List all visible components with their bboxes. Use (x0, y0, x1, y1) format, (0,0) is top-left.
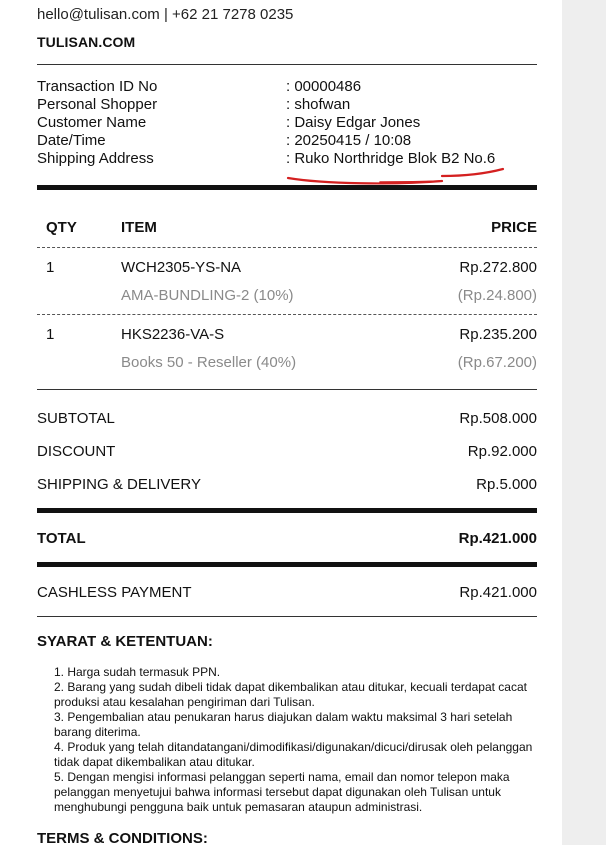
subtotal-label: SUBTOTAL (37, 410, 115, 427)
row-price: Rp.235.200 (459, 326, 537, 343)
row-discount-label: AMA-BUNDLING-2 (10%) (121, 287, 294, 304)
contact-line: hello@tulisan.com | +62 21 7278 0235 (37, 6, 294, 23)
thick-divider (37, 185, 537, 190)
column-header-item: ITEM (121, 219, 157, 236)
payment-value: Rp.421.000 (459, 584, 537, 601)
info-value: : Ruko Northridge Blok B2 No.6 (286, 150, 496, 167)
terms-item: 5. Dengan mengisi informasi pelanggan seperti nama, email dan nomor telepon maka pelanggan menyetujui bahwa informasi tersebut dapat digunakan oleh Tulisan untuk menghubungi pengguna baik untuk pemasaran ataupun administrasi. (54, 770, 510, 814)
shipping-label: SHIPPING & DELIVERY (37, 476, 201, 493)
terms-list (54, 665, 534, 815)
payment-label: CASHLESS PAYMENT (37, 584, 192, 601)
info-label: Date/Time (37, 132, 106, 149)
column-header-qty: QTY (46, 219, 77, 236)
subtotal-value: Rp.508.000 (459, 410, 537, 427)
discount-value: Rp.92.000 (467, 443, 537, 460)
total-value: Rp.421.000 (458, 530, 537, 547)
terms-title-en: TERMS & CONDITIONS: (37, 830, 208, 845)
row-qty: 1 (46, 326, 55, 343)
dashed-divider (37, 314, 537, 315)
divider (37, 389, 537, 390)
total-label: TOTAL (37, 530, 86, 547)
thick-divider (37, 508, 537, 513)
terms-item: 3. Pengembalian atau penukaran harus diajukan dalam waktu maksimal 3 hari setelah barang diterima. (54, 710, 513, 739)
terms-item: 2. Barang yang sudah dibeli tidak dapat dikembalikan atau ditukar, kecuali terdapat cacat produksi atau kesalahan pengiriman dari Tulisan. (54, 680, 527, 709)
shipping-value: Rp.5.000 (476, 476, 537, 493)
row-discount-value: (Rp.24.800) (457, 287, 537, 304)
brand-name: TULISAN.COM (37, 34, 136, 50)
info-value: : 00000486 (286, 78, 362, 95)
info-label: Customer Name (37, 114, 147, 131)
divider (37, 64, 537, 65)
terms-item: 1. Harga sudah termasuk PPN. (54, 665, 221, 679)
info-value: : shofwan (286, 96, 351, 113)
row-item: WCH2305-YS-NA (121, 259, 242, 276)
row-qty: 1 (46, 259, 55, 276)
thick-divider (37, 562, 537, 567)
row-price: Rp.272.800 (459, 259, 537, 276)
divider (37, 616, 537, 617)
info-value: : 20250415 / 10:08 (286, 132, 412, 149)
row-discount-value: (Rp.67.200) (457, 354, 537, 371)
terms-item: 4. Produk yang telah ditandatangani/dimodifikasi/digunakan/dicuci/dirusak oleh pelanggan tidak dapat dikembalikan atau ditukar. (54, 740, 533, 769)
row-item: HKS2236-VA-S (121, 326, 225, 343)
dashed-divider (37, 247, 537, 248)
discount-label: DISCOUNT (37, 443, 116, 460)
info-label: Shipping Address (37, 150, 154, 167)
terms-title-id: SYARAT & KETENTUAN: (37, 633, 213, 650)
row-discount-label: Books 50 - Reseller (40%) (121, 354, 297, 371)
info-label: Personal Shopper (37, 96, 158, 113)
column-header-price: PRICE (491, 219, 537, 236)
info-value: : Daisy Edgar Jones (286, 114, 421, 131)
info-label: Transaction ID No (37, 78, 158, 95)
